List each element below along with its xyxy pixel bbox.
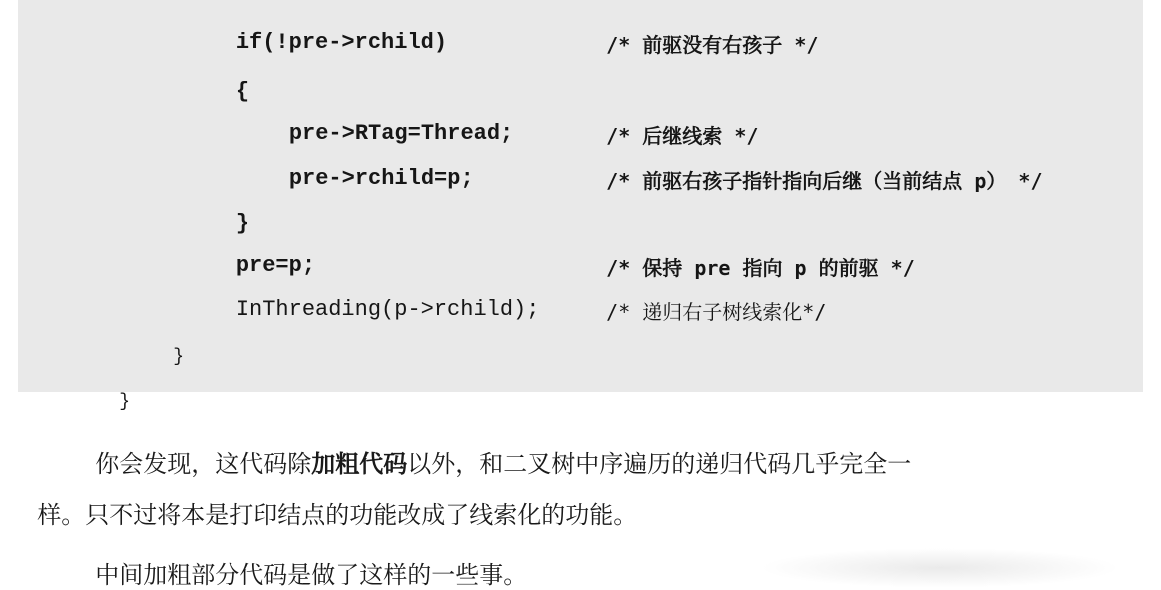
code-block — [18, 0, 1143, 412]
paragraph-text: 样。只不过将本是打印结点的功能改成了线索化的功能。 — [37, 501, 638, 529]
code-pre-assign: pre=p; — [235, 253, 316, 278]
code-rchild-assign: pre->rchild=p; — [288, 166, 474, 191]
code-recursive-call: InThreading(p->rchild); — [235, 297, 540, 322]
paragraph-text: 中间加粗部分代码是做了这样的一些事。 — [95, 561, 528, 589]
paragraph-2 — [80, 530, 527, 590]
comment-line-4 — [558, 142, 1043, 220]
code-line-7 — [183, 271, 539, 349]
comment-line-7 — [558, 273, 826, 351]
page-glare — [760, 548, 1120, 588]
close-brace: } — [235, 211, 250, 236]
comment-text: /* 前驱右孩子指针指向后继（当前结点 p） */ — [606, 169, 1043, 193]
bold-text: 加粗代码 — [311, 450, 408, 478]
code-line-8 — [130, 318, 184, 396]
inner-close-brace: } — [173, 347, 185, 367]
comment-line-1 — [558, 6, 818, 84]
code-line-4 — [236, 140, 474, 218]
comment-text: /* 后继线索 */ — [606, 124, 759, 148]
code-if-condition: if(!pre->rchild) — [235, 30, 448, 55]
comment-text: /* 递归右子树线索化*/ — [606, 300, 827, 324]
paragraph-text: 以外，和二叉树中序遍历的递归代码几乎完全一 — [407, 450, 912, 478]
paragraph-text: 你会发现，这代码除 — [95, 450, 312, 478]
paragraph-1-line-2 — [22, 470, 637, 530]
comment-text: /* 前驱没有右孩子 */ — [606, 33, 819, 57]
outer-close-brace: } — [119, 392, 131, 412]
open-brace: { — [235, 79, 250, 104]
code-rtag-thread: pre->RTag=Thread; — [288, 121, 514, 146]
comment-text: /* 保持 pre 指向 p 的前驱 */ — [606, 256, 915, 280]
